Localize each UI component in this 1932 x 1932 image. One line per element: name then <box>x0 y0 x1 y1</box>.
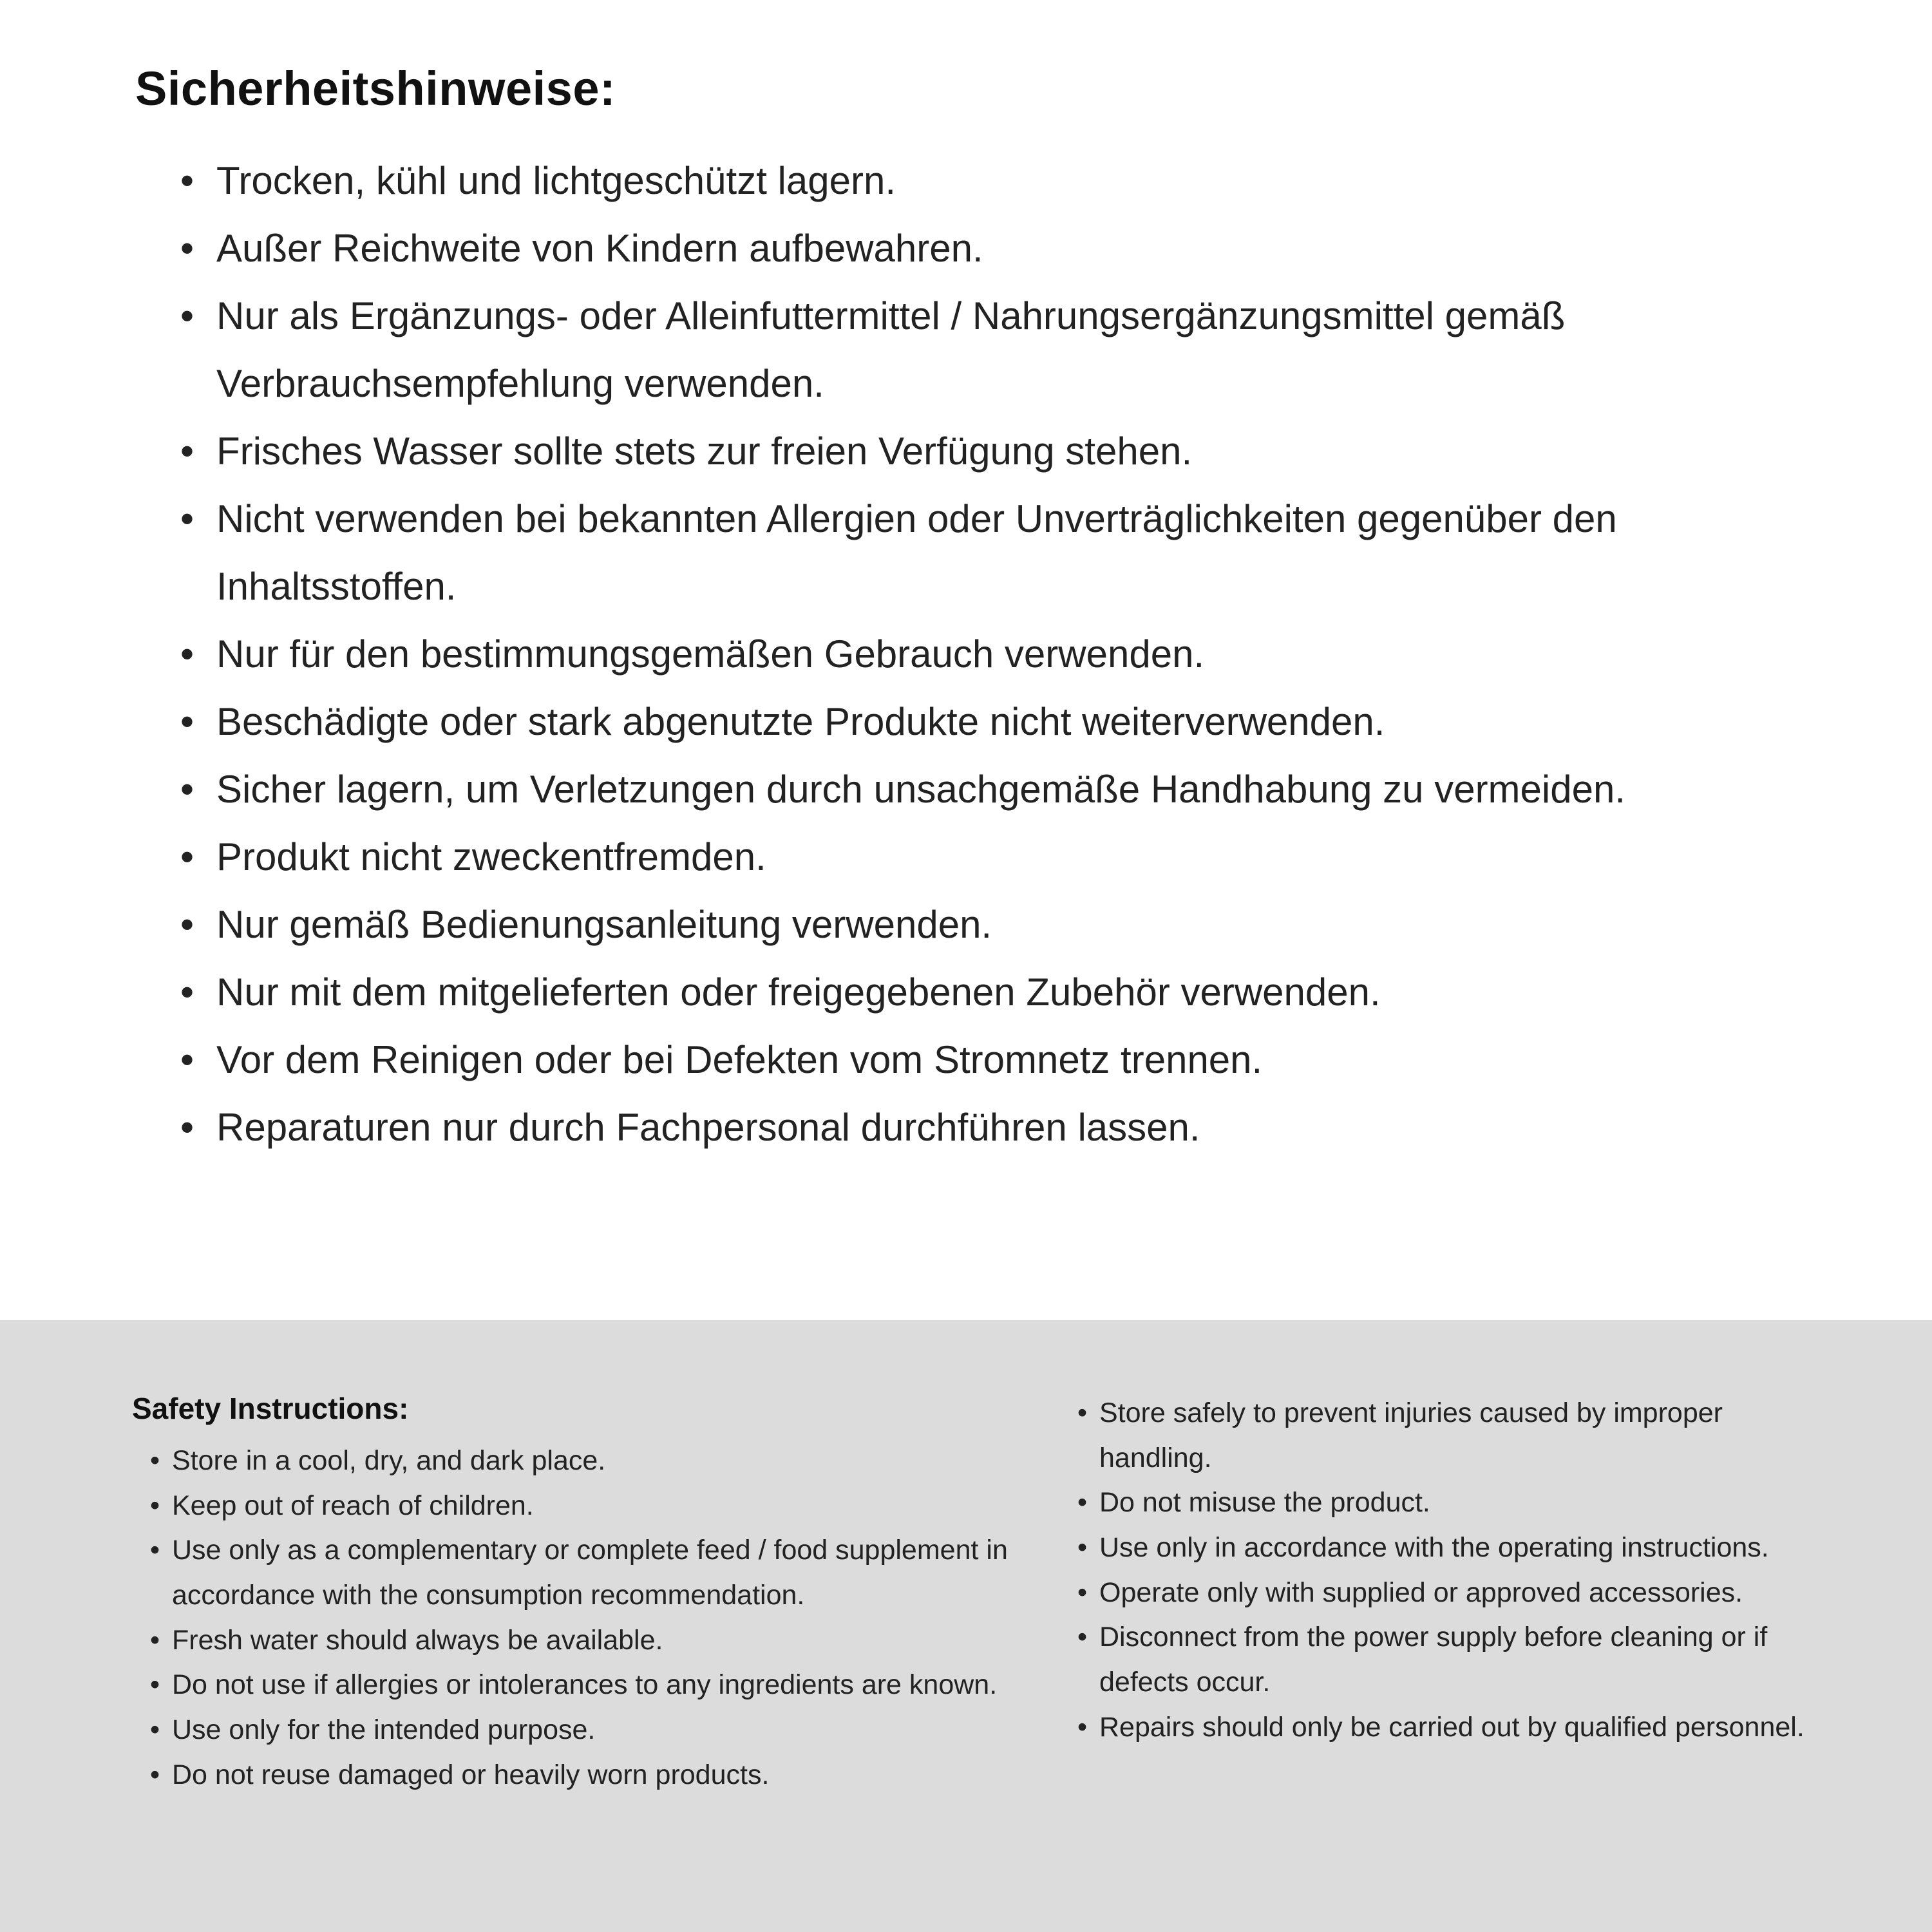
list-item <box>180 417 1816 485</box>
bullet-marker: • <box>180 768 194 811</box>
list-item <box>180 214 1816 282</box>
list-item-text: Nur gemäß Bedienungsanleitung verwenden. <box>216 903 992 946</box>
list-item-text: Nicht verwenden bei bekannten Allergien oder Unverträglichkeiten gegenüber den Inhaltsstoffen. <box>216 497 1617 608</box>
list-item-text: Keep out of reach of children. <box>172 1490 534 1521</box>
bullet-marker: • <box>1077 1487 1088 1519</box>
list-item-text: Sicher lagern, um Verletzungen durch unsachgemäße Handhabung zu vermeiden. <box>216 768 1626 811</box>
list-item <box>180 485 1816 620</box>
list-item-text: Nur mit dem mitgelieferten oder freigegebenen Zubehör verwenden. <box>216 971 1381 1014</box>
german-section-title: Sicherheitshinweise: <box>135 62 616 115</box>
bullet-marker: • <box>180 1106 194 1149</box>
list-item-text: Produkt nicht zweckentfremden. <box>216 835 766 878</box>
list-item-text: Do not misuse the product. <box>1099 1487 1430 1519</box>
english-instructions-list-left <box>132 1439 1008 1797</box>
list-item <box>150 1439 1008 1484</box>
bullet-marker: • <box>180 700 194 743</box>
list-item-text: Nur als Ergänzungs- oder Alleinfuttermittel / Nahrungsergänzungsmittel gemäß Verbrauchsempfehlung verwenden. <box>216 294 1566 405</box>
list-item <box>180 147 1816 214</box>
list-item <box>150 1618 1008 1663</box>
list-item-text: Frisches Wasser sollte stets zur freien Verfügung stehen. <box>216 430 1193 473</box>
list-item-text: Use only as a complementary or complete feed / food supplement in accordance with the consumption recommendation. <box>172 1535 1008 1611</box>
bullet-marker: • <box>180 430 194 473</box>
bullet-marker: • <box>180 971 194 1014</box>
bullet-marker: • <box>180 835 194 878</box>
list-item-text: Trocken, kühl und lichtgeschützt lagern. <box>216 159 896 202</box>
bullet-marker: • <box>180 632 194 676</box>
list-item <box>180 823 1816 891</box>
list-item <box>1077 1481 1842 1526</box>
english-section-title: Safety Instructions: <box>132 1392 409 1425</box>
list-item <box>180 755 1816 823</box>
list-item <box>150 1708 1008 1753</box>
list-item <box>150 1484 1008 1529</box>
list-item-text: Beschädigte oder stark abgenutzte Produkte nicht weiterverwenden. <box>216 700 1385 743</box>
bullet-marker: • <box>150 1759 160 1790</box>
list-item-text: Fresh water should always be available. <box>172 1624 663 1656</box>
list-item-text: Operate only with supplied or approved accessories. <box>1099 1577 1743 1608</box>
list-item <box>180 282 1816 417</box>
list-item <box>1077 1391 1842 1481</box>
list-item-text: Repairs should only be carried out by qualified personnel. <box>1099 1711 1804 1743</box>
list-item <box>180 1094 1816 1161</box>
list-item <box>150 1528 1008 1618</box>
english-left-column <box>132 1391 1008 1932</box>
list-item <box>1077 1526 1842 1571</box>
list-item-text: Do not reuse damaged or heavily worn products. <box>172 1759 770 1790</box>
list-item-text: Reparaturen nur durch Fachpersonal durchführen lassen. <box>216 1106 1200 1149</box>
list-item-text: Nur für den bestimmungsgemäßen Gebrauch verwenden. <box>216 632 1205 676</box>
list-item-text: Vor dem Reinigen oder bei Defekten vom Stromnetz trennen. <box>216 1038 1263 1081</box>
bullet-marker: • <box>1077 1622 1088 1653</box>
german-instructions-list <box>135 147 1816 1161</box>
list-item <box>150 1753 1008 1798</box>
english-right-column <box>1059 1391 1842 1932</box>
bullet-marker: • <box>150 1624 160 1656</box>
list-item <box>180 958 1816 1026</box>
bullet-marker: • <box>180 497 194 540</box>
bullet-marker: • <box>150 1714 160 1745</box>
list-item-text: Außer Reichweite von Kindern aufbewahren. <box>216 227 983 270</box>
list-item <box>1077 1705 1842 1750</box>
list-item <box>1077 1571 1842 1616</box>
english-section <box>0 1320 1932 1932</box>
bullet-marker: • <box>1077 1711 1088 1743</box>
bullet-marker: • <box>150 1490 160 1521</box>
bullet-marker: • <box>150 1669 160 1701</box>
list-item <box>180 620 1816 688</box>
bullet-marker: • <box>1077 1577 1088 1608</box>
list-item-text: Store safely to prevent injuries caused by improper handling. <box>1099 1397 1723 1473</box>
bullet-marker: • <box>180 294 194 337</box>
bullet-marker: • <box>180 159 194 202</box>
bullet-marker: • <box>180 903 194 946</box>
english-instructions-list-right <box>1059 1391 1842 1750</box>
list-item-text: Do not use if allergies or intolerances to any ingredients are known. <box>172 1669 998 1701</box>
list-item-text: Store in a cool, dry, and dark place. <box>172 1445 606 1476</box>
list-item-text: Use only for the intended purpose. <box>172 1714 596 1745</box>
bullet-marker: • <box>180 227 194 270</box>
bullet-marker: • <box>1077 1397 1088 1428</box>
list-item <box>150 1663 1008 1708</box>
list-item <box>180 688 1816 755</box>
bullet-marker: • <box>1077 1531 1088 1563</box>
list-item-text: Disconnect from the power supply before cleaning or if defects occur. <box>1099 1622 1768 1698</box>
bullet-marker: • <box>150 1445 160 1476</box>
bullet-marker: • <box>150 1535 160 1566</box>
list-item <box>1077 1615 1842 1705</box>
list-item <box>180 1026 1816 1094</box>
bullet-marker: • <box>180 1038 194 1081</box>
list-item <box>180 891 1816 958</box>
list-item-text: Use only in accordance with the operating instructions. <box>1099 1531 1769 1563</box>
